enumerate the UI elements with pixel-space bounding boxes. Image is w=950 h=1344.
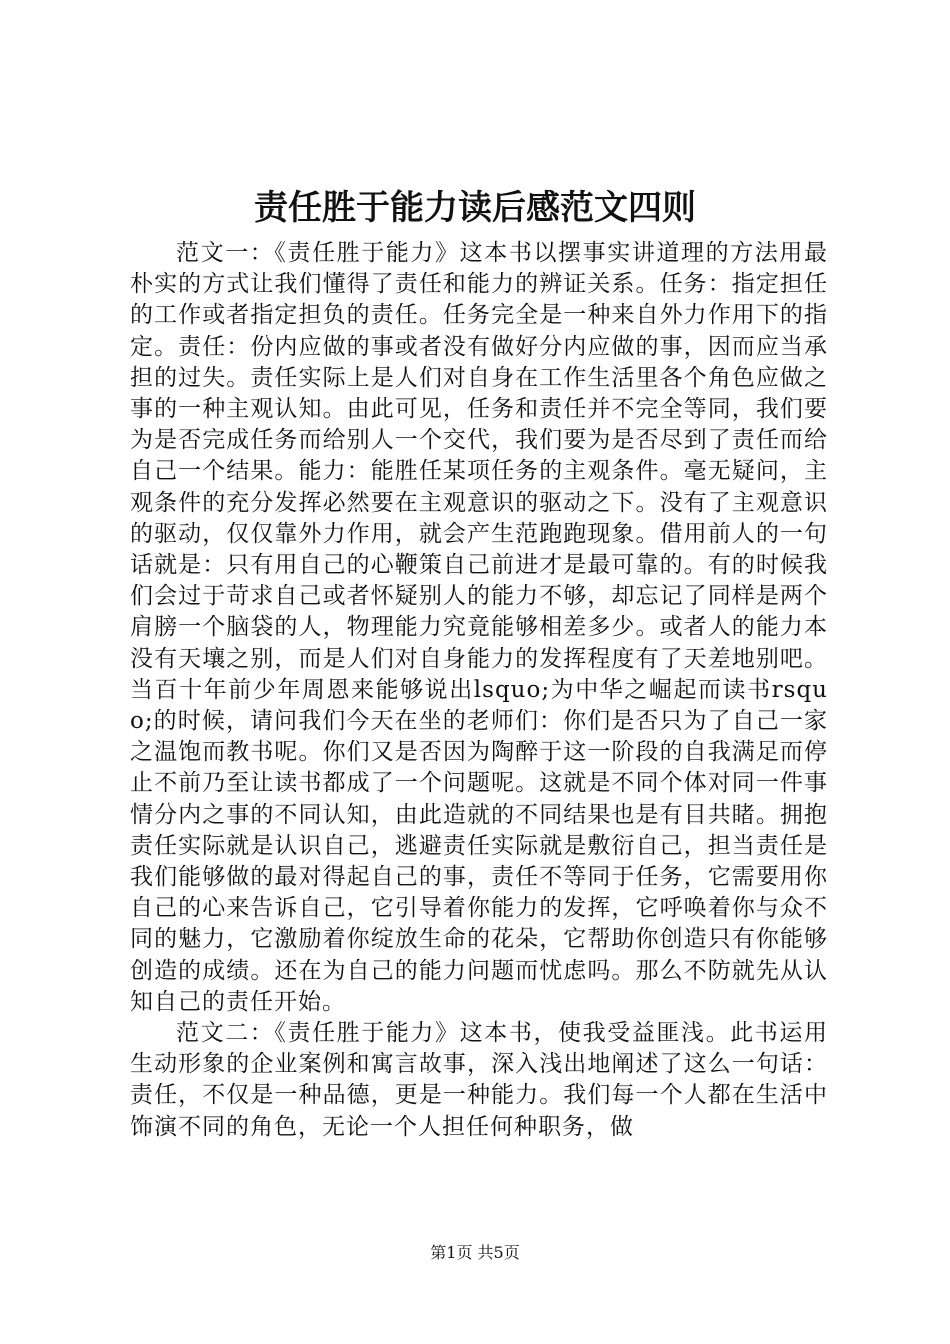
document-body xyxy=(130,238,828,1143)
page-number-footer: 第1页 共5页 xyxy=(430,1243,520,1262)
paragraph-sample-one: 范文一：《责任胜于能力》这本书以摆事实讲道理的方法用最朴实的方式让我们懂得了责任和能力的辨证关系。任务：指定担任的工作或者指定担负的责任。任务完全是一种来自外力作用下的指定。责任：份内应做的事或者没有做好分内应做的事，因而应当承担的过失。责任实际上是人们对自身在工作生活里各个角色应做之事的一种主观认知。由此可见，任务和责任并不完全等同，我们要为是否完成任务而给别人一个交代，我们要为是否尽到了责任而给自己一个结果。能力：能胜任某项任务的主观条件。毫无疑问，主观条件的充分发挥必然要在主观意识的驱动之下。没有了主观意识的驱动，仅仅靠外力作用，就会产生范跑跑现象。借用前人的一句话就是：只有用自己的心鞭策自己前进才是最可靠的。有的时候我们会过于苛求自己或者怀疑别人的能力不够，却忘记了同样是两个肩膀一个脑袋的人，物理能力究竟能够相差多少。或者人的能力本没有天壤之别，而是人们对自身能力的发挥程度有了天差地别吧。当百十年前少年周恩来能够说出lsquo;为中华之崛起而读书rsquo;的时候，请问我们今天在坐的老师们：你们是否只为了自己一家之温饱而教书呢。你们又是否因为陶醉于这一阶段的自我满足而停止不前乃至让读书都成了一个问题呢。这就是不同个体对同一件事情分内之事的不同认知，由此造就的不同结果也是有目共睹。拥抱责任实际就是认识自己，逃避责任实际就是敷衍自己，担当责任是我们能够做的最对得起自己的事，责任不等同于任务，它需要用你自己的心来告诉自己，它引导着你能力的发挥，它呼唤着你与众不同的魅力，它激励着你绽放生命的花朵，它帮助你创造只有你能够创造的成绩。还在为自己的能力问题而忧虑吗。那么不防就先从认知自己的责任开始。 xyxy=(130,240,828,1015)
document-title: 责任胜于能力读后感范文四则 xyxy=(254,188,696,228)
paragraph-sample-two: 范文二：《责任胜于能力》这本书，使我受益匪浅。此书运用生动形象的企业案例和寓言故事，深入浅出地阐述了这么一句话：责任，不仅是一种品德，更是一种能力。我们每一个人都在生活中饰演不同的角色，无论一个人担任何种职务，做 xyxy=(130,1020,828,1140)
